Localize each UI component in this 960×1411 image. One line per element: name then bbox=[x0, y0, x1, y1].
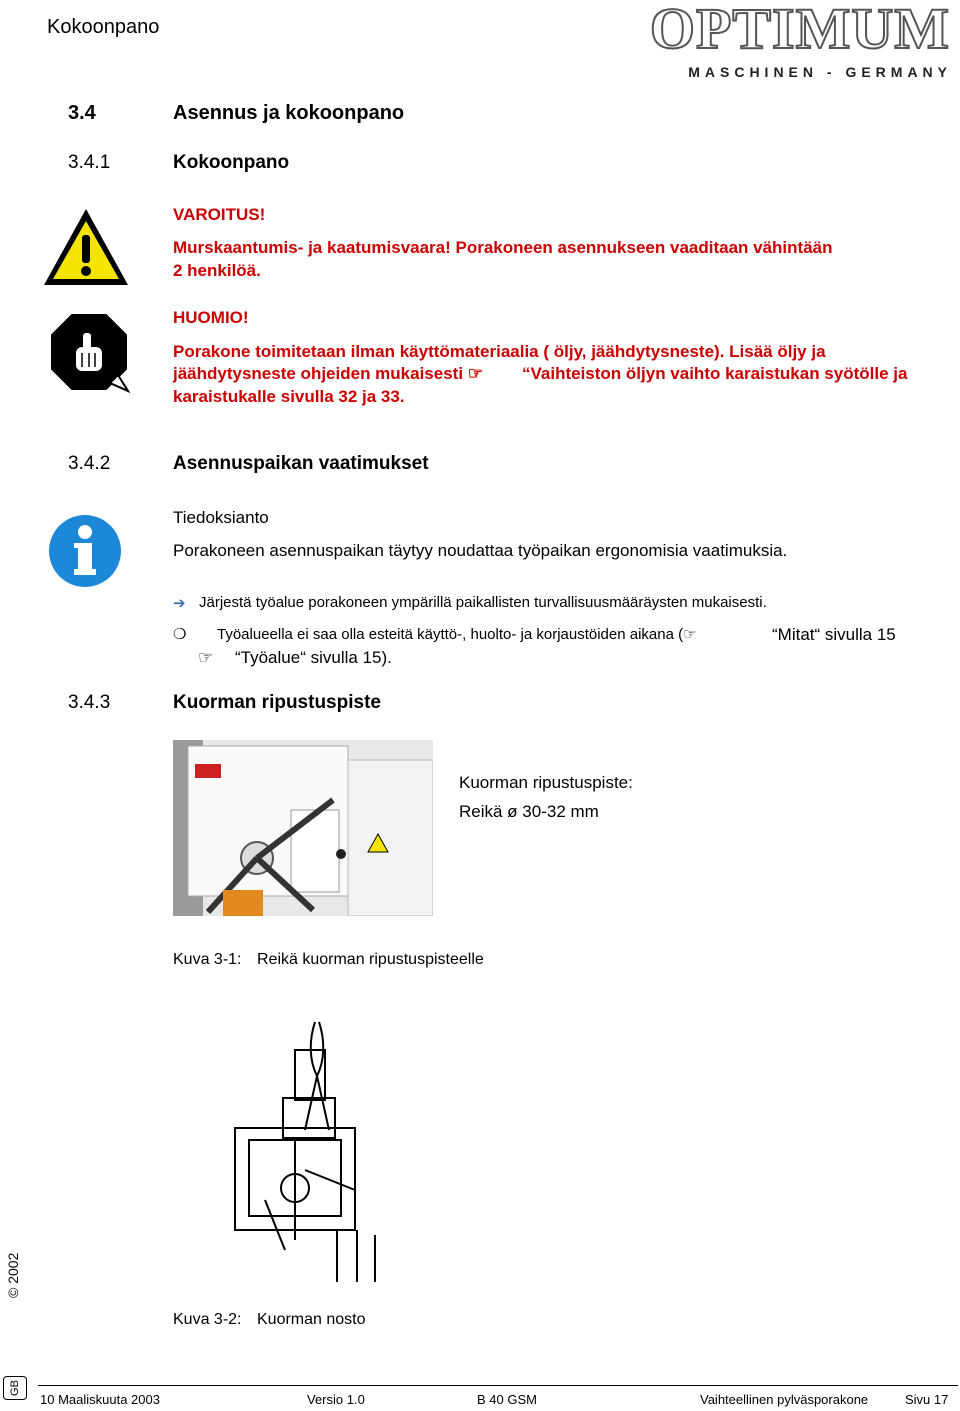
figure-caption: Kuorman nosto bbox=[257, 1311, 366, 1328]
drill-head-photo bbox=[173, 740, 433, 916]
footer-date: 10 Maaliskuuta 2003 bbox=[40, 1392, 160, 1407]
info-label: Tiedoksianto bbox=[173, 508, 269, 527]
stop-hand-icon bbox=[48, 313, 130, 393]
copyright-note: © 2002 bbox=[5, 1252, 21, 1298]
brand-logo-subtitle: MASCHINEN - GERMANY bbox=[688, 64, 952, 80]
section-title: Asennus ja kokoonpano bbox=[173, 102, 405, 124]
brand-logo: OPTIMUM bbox=[649, 0, 950, 61]
footer-version: Versio 1.0 bbox=[307, 1392, 365, 1407]
subsection-title: Asennuspaikan vaatimukset bbox=[173, 453, 429, 474]
info-text: Porakoneen asennuspaikan täytyy noudattaa työpaikan ergonomisia vaatimuksia. bbox=[173, 541, 788, 560]
subsection-number: 3.4.3 bbox=[68, 692, 111, 713]
notice-text-line3: karaistukalle sivulla 32 ja 33. bbox=[173, 387, 405, 406]
photo-label-line1: Kuorman ripustuspiste: bbox=[459, 773, 633, 792]
warning-label: VAROITUS! bbox=[173, 205, 266, 224]
warning-text-line2: 2 henkilöä. bbox=[173, 261, 261, 280]
bullet-text: Työalueella ei saa olla esteitä käyttö-, huolto- ja korjaustöiden aikana (☞ bbox=[217, 626, 697, 643]
circle-bullet-icon: ❍ bbox=[173, 626, 187, 643]
notice-text-line2a: jäähdytysneste ohjeiden mukaisesti ☞ bbox=[173, 364, 484, 383]
footer-model: B 40 GSM bbox=[477, 1392, 537, 1407]
notice-label: HUOMIO! bbox=[173, 308, 249, 327]
info-icon bbox=[48, 514, 122, 588]
footer-divider bbox=[38, 1385, 958, 1386]
arrow-bullet-icon: ➔ bbox=[173, 595, 186, 612]
subsection-number: 3.4.1 bbox=[68, 152, 111, 173]
figure-number: Kuva 3-2: bbox=[173, 1311, 242, 1328]
footer-product: Vaihteellinen pylväsporakone bbox=[700, 1392, 869, 1407]
photo-label-line2: Reikä ø 30-32 mm bbox=[459, 802, 599, 821]
section-number: 3.4 bbox=[68, 102, 96, 124]
lifting-drawing bbox=[225, 1020, 405, 1285]
bullet-link[interactable]: “Mitat“ sivulla 15 bbox=[772, 625, 896, 644]
subsection-number: 3.4.2 bbox=[68, 453, 111, 474]
warning-triangle-icon bbox=[40, 205, 132, 289]
notice-link[interactable]: “Vaihteiston öljyn vaihto karaistukan syötölle ja bbox=[522, 364, 908, 383]
subsection-title: Kokoonpano bbox=[173, 152, 290, 173]
footer-page: Sivu 17 bbox=[905, 1392, 949, 1407]
figure-caption: Reikä kuorman ripustuspisteelle bbox=[257, 951, 484, 968]
warning-text-line1: Murskaantumis- ja kaatumisvaara! Porakoneen asennukseen vaaditaan vähintään bbox=[173, 238, 833, 257]
figure-number: Kuva 3-1: bbox=[173, 951, 242, 968]
header-title: Kokoonpano bbox=[47, 16, 160, 38]
bullet-link[interactable]: “Työalue“ sivulla 15). bbox=[235, 648, 392, 667]
bullet-text: Järjestä työalue porakoneen ympärillä paikallisten turvallisuusmääräysten mukaisesti. bbox=[199, 594, 767, 611]
language-badge: GB bbox=[3, 1376, 27, 1400]
notice-text-line1: Porakone toimitetaan ilman käyttömateriaalia ( öljy, jäähdytysneste). Lisää öljy ja bbox=[173, 342, 826, 361]
subsection-title: Kuorman ripustuspiste bbox=[173, 692, 381, 713]
pointing-hand-icon: ☞ bbox=[198, 648, 214, 667]
